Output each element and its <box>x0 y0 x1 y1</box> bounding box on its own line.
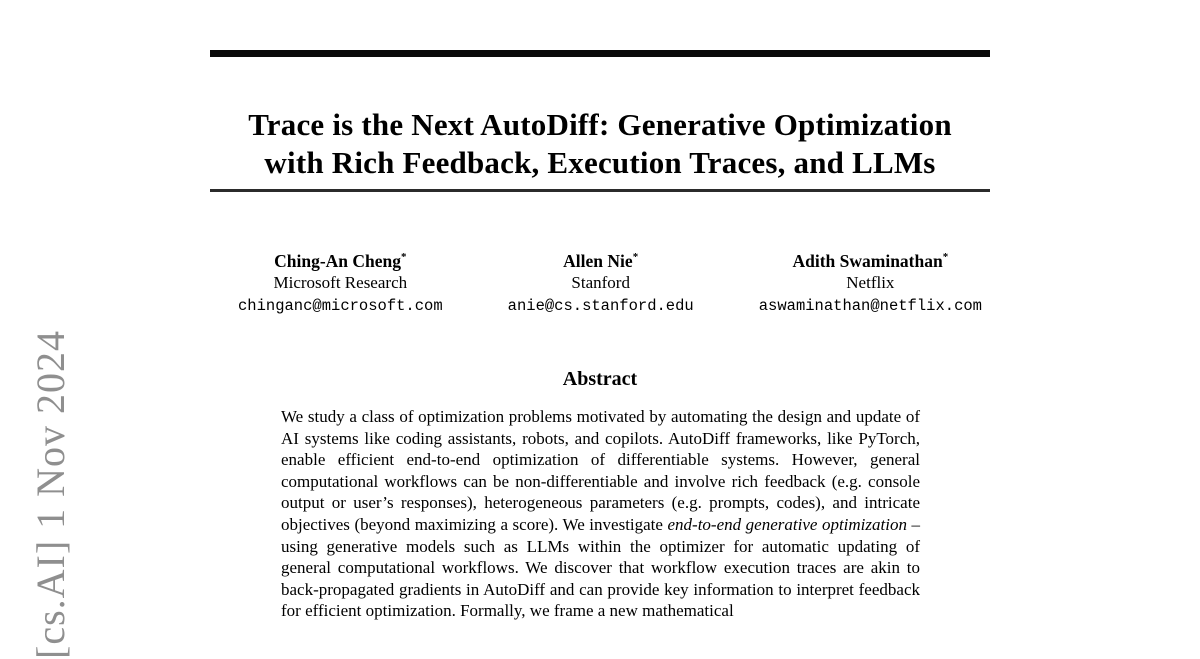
abstract-text-italic: end-to-end generative optimization <box>667 514 907 534</box>
author-1-email: chinganc@microsoft.com <box>238 296 443 315</box>
author-3-email: aswaminathan@netflix.com <box>758 296 982 315</box>
author-3-footnote-marker: * <box>942 251 949 263</box>
author-3-name <box>759 246 982 272</box>
author-block <box>238 246 982 317</box>
title-rule-bottom <box>210 189 990 192</box>
author-3-affiliation: Netflix <box>846 272 895 292</box>
author-2-name <box>508 246 694 272</box>
paper-title-line2: with Rich Feedback, Execution Traces, and LLMs <box>264 144 936 180</box>
author-1-affiliation: Microsoft Research <box>273 272 408 292</box>
paper-title-line1: Trace is the Next AutoDiff: Generative Optimization <box>248 106 952 142</box>
author-2-email: anie@cs.stanford.edu <box>507 296 694 315</box>
author-1 <box>238 246 443 317</box>
paper-title <box>100 106 1100 182</box>
abstract-heading: Abstract <box>562 368 638 390</box>
abstract-text-before-italic: We study a class of optimization problems motivated by automating the design and update of AI systems like coding assistants, robots, and copilots. AutoDiff frameworks, like PyTorch, enable efficient end-to-end optimization of differentiable systems. However, general computational workflows can be non-differentiable and involve rich feedback (e.g. console output or user’s responses), heterogeneous parameters (e.g. prompts, codes), and intricate objectives (beyond maximizing a score). We investigate <box>281 407 920 534</box>
author-3-name-text: Adith Swaminathan <box>792 250 943 271</box>
author-1-name-text: Ching-An Cheng <box>274 250 402 271</box>
author-1-name <box>238 246 443 272</box>
author-1-footnote-marker: * <box>401 251 407 263</box>
abstract-text-after-italic: – using generative models such as LLMs within the optimizer for automatic updating of general computational workflows. We discover that workflow execution traces are akin to back-propagated gradients in AutoDiff and can provide key information to interpret feedback for efficient optimization. Formally, we frame a new mathematical <box>281 514 921 621</box>
arxiv-category-stamp: [cs.AI] 1 Nov 2024 <box>28 329 73 659</box>
author-2-affiliation: Stanford <box>571 272 630 292</box>
abstract-paragraph <box>281 406 920 622</box>
author-3 <box>759 246 982 317</box>
title-rule-top <box>210 50 990 57</box>
author-2 <box>508 246 694 317</box>
author-2-name-text: Allen Nie <box>563 250 633 271</box>
author-2-footnote-marker: * <box>632 251 639 263</box>
